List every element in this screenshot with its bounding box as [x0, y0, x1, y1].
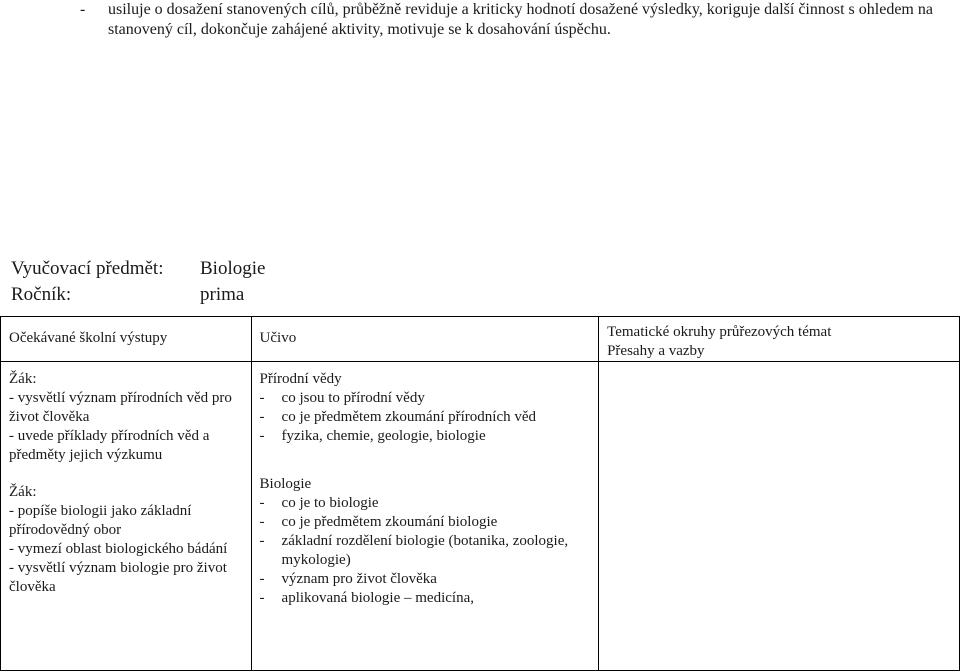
subject-label: Vyučovací předmět: [11, 258, 164, 279]
list-item: - co je předmětem zkoumání přírodních věd [259, 409, 537, 425]
content-list [260, 389, 591, 446]
content-list [260, 494, 591, 608]
topics-cell [599, 362, 960, 671]
list-item: - co je to biologie [259, 495, 379, 511]
header-outcomes: Očekávané školní výstupy [1, 317, 252, 362]
outcomes-block [9, 483, 243, 597]
outcome-line: - vysvětlí význam přírodních věd pro život člověka [9, 390, 232, 425]
outcome-line: - popíše biologii jako základní přírodovědný obor [9, 503, 192, 538]
header-content: Učivo [251, 317, 599, 362]
outcomes-heading: Žák: [9, 371, 37, 387]
outcome-line: - vysvětlí význam biologie pro život člověka [9, 560, 227, 595]
outcomes-cell [1, 362, 252, 671]
grade-value: prima [200, 284, 245, 305]
outcomes-block [9, 370, 243, 465]
curriculum-table [0, 316, 960, 671]
subject-value: Biologie [200, 258, 266, 279]
header-topics-line1: Tematické okruhy průřezových témat [607, 324, 832, 340]
outcome-line: - vymezí oblast biologického bádání [9, 541, 228, 557]
header-topics-line2: Přesahy a vazby [607, 343, 705, 359]
outcome-line: - uvede příklady přírodních věd a předměty jejich výzkumu [9, 428, 210, 463]
list-item: - co je předmětem zkoumání biologie [259, 514, 498, 530]
grade-label: Ročník: [11, 284, 72, 305]
content-block [260, 370, 591, 446]
header-topics [599, 317, 960, 362]
content-cell [251, 362, 599, 671]
content-block [260, 475, 591, 608]
list-item: - základní rozdělení biologie (botanika, zoologie, mykologie) [259, 533, 569, 568]
outcomes-heading: Žák: [9, 484, 37, 500]
intro-text: usiluje o dosažení stanovených cílů, průběžně reviduje a kriticky hodnotí dosažené výsledky, koriguje další činnost s ohledem na stanovený cíl, dokončuje zahájené aktivity, motivuje se k dosahování úspěchu. [108, 1, 933, 38]
content-heading: Přírodní vědy [259, 371, 342, 387]
content-heading: Biologie [259, 476, 312, 492]
list-item: - co jsou to přírodní vědy [259, 390, 425, 406]
intro-dash: - [80, 1, 86, 18]
list-item: - fyzika, chemie, geologie, biologie [259, 428, 486, 444]
list-item: - význam pro život člověka [259, 571, 437, 587]
table-row [1, 362, 960, 671]
table-header-row [1, 317, 960, 362]
list-item: - aplikovaná biologie – medicína, [259, 590, 474, 606]
